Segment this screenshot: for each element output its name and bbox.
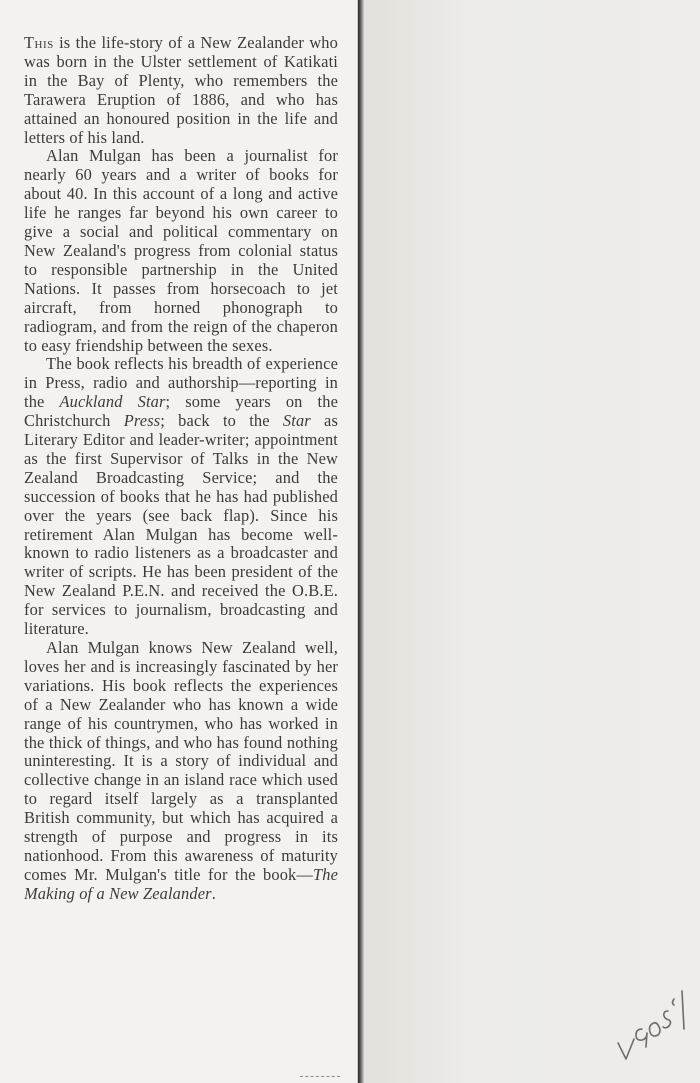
paragraph-1-text: is the life-story of a New Zealander who was born in the Ulster settlement of Katikati in the Bay of Plenty, who remembers the Tarawera Eruption of 1886, and who has attained an honoured position in the life and letters of his land. bbox=[24, 33, 338, 147]
paragraph-4-end: . bbox=[211, 883, 216, 903]
paragraph-3-text-c: ; back to the bbox=[160, 411, 283, 431]
back-cover-panel bbox=[364, 0, 700, 1083]
paragraph-3-text-a: The book reflects his breadth of experience in Press, radio and authorship—reporting in the bbox=[24, 354, 338, 412]
star-title: Star bbox=[282, 411, 311, 431]
fold-mark bbox=[300, 1076, 340, 1081]
paragraph-3 bbox=[24, 355, 338, 639]
paragraph-3-text-d: as Literary Editor and leader-writer; appointment as the first Supervisor of Talks in the New Zealand Broadcasting Service; and the succession of books that he has had published over the years (see back flap). Since his retirement Alan Mulgan has become well-known to radio listeners as a broadcaster and writer of scripts. He has been president of the New Zealand P.E.N. and received the O.B.E. for services to journalism, broadcasting and literature. bbox=[24, 411, 338, 639]
press-title: Press bbox=[123, 411, 161, 431]
paragraph-3-text-b: ; some years on the Christchurch bbox=[24, 392, 338, 431]
paragraph-4 bbox=[24, 639, 338, 904]
paragraph-1 bbox=[24, 34, 338, 147]
book-title: The Making of a New Zealander bbox=[24, 864, 338, 903]
auckland-star-title: Auckland Star bbox=[59, 392, 166, 412]
handwritten-number bbox=[612, 985, 692, 1065]
flap-blurb bbox=[24, 34, 338, 904]
paragraph-2: Alan Mulgan has been a journalist for nearly 60 years and a writer of books for about 40. In this account of a long and active life he ranges far beyond his own career to give a social and political commentary on New Zealand's progress from colonial status to responsible partnership in the United Nations. It passes from horsecoach to jet aircraft, from horned phonograph to radiogram, and from the reign of the chaperon to easy friendship between the sexes. bbox=[24, 146, 338, 355]
lead-word: This bbox=[24, 33, 54, 52]
paragraph-4-text: Alan Mulgan knows New Zealand well, loves her and is increasingly fascinated by her variations. His book reflects the experiences of a New Zealander who has known a wide range of his countrymen, who has worked in the thick of things, and who has found nothing uninteresting. It is a story of individual and collective change in an island race which used to regard itself largely as a transplanted British community, but which has acquired a strength of purpose and progress in its nationhood. From this awareness of maturity comes Mr. Mulgan's title for the book— bbox=[24, 638, 338, 884]
